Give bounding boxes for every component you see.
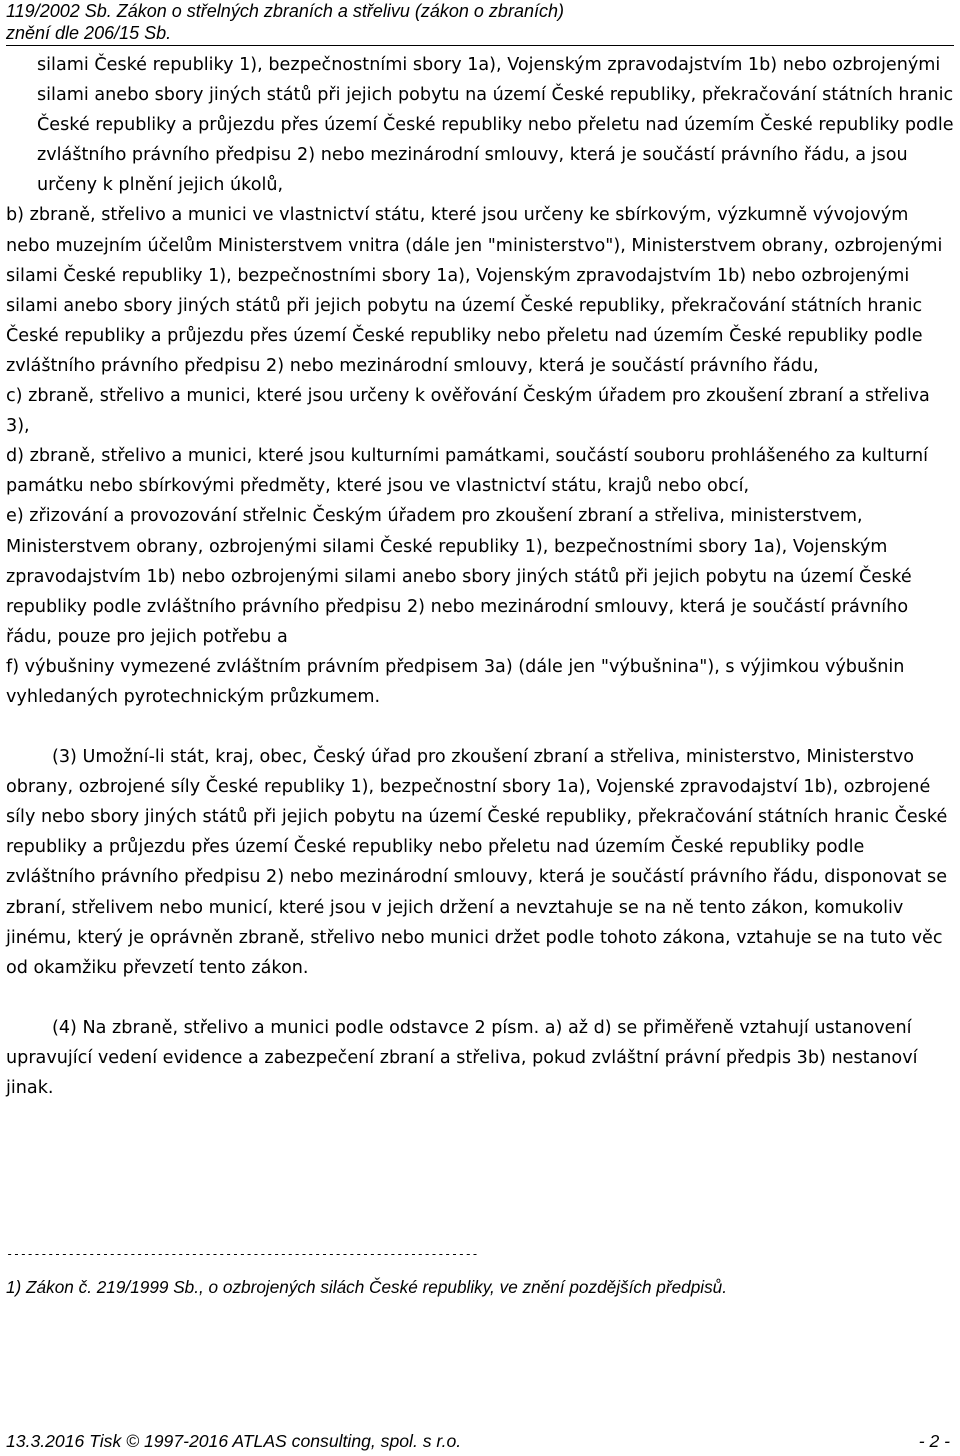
page-number: - 2 -: [918, 1431, 950, 1451]
law-title: 119/2002 Sb. Zákon o střelných zbraních a střelivu (zákon o zbraních): [6, 1, 564, 21]
item-b: b) zbraně, střelivo a munici ve vlastnictví státu, které jsou určeny ke sbírkovým, výzkumně vývojovým nebo muzejním účelům Ministerstvem vnitra (dále jen "ministerstvo"), Ministerstvem obrany, ozbrojenými silami České republiky 1), bezpečnostními sbory 1a), Vojenským zpravodajstvím 1b) nebo ozbrojenými silami anebo sbory jiných států při jejich pobytu na území České republiky, překračování státních hranic České republiky a průjezdu přes území České republiky nebo přeletu nad územím České republiky podle zvláštního právního předpisu 2) nebo mezinárodní smlouvy, která je součástí právního řádu,: [6, 205, 943, 376]
paragraph-gap: [6, 983, 956, 1013]
document-header: [6, 0, 954, 44]
footnote-1: 1) Zákon č. 219/1999 Sb., o ozbrojených silách České republiky, ve znění pozdějších předpisů.: [6, 1277, 728, 1297]
item-e: e) zřizování a provozování střelnic Českým úřadem pro zkoušení zbraní a střeliva, ministerstvem, Ministerstvem obrany, ozbrojenými silami České republiky 1), bezpečnostními sbory 1a), Vojenským zpravodajstvím 1b) nebo ozbrojenými silami anebo sbory jiných států při jejich pobytu na území České republiky podle zvláštního právního předpisu 2) nebo mezinárodní smlouvy, která je součástí právního řádu, pouze pro jejich potřebu a: [6, 506, 912, 647]
law-text: [6, 50, 956, 1103]
paragraph-3: (3) Umožní-li stát, kraj, obec, Český úřad pro zkoušení zbraní a střeliva, ministerstvo, Ministerstvo obrany, ozbrojené síly České republiky 1), bezpečnostní sbory 1a), Vojenské zpravodajství 1b), ozbrojené síly nebo sbory jiných států při jejich pobytu na území České republiky, překračování státních hranic České republiky a průjezdu přes území České republiky nebo přeletu nad územím České republiky podle zvláštního právního předpisu 2) nebo mezinárodní smlouvy, která je součástí právního řádu, disponovat se zbraní, střelivem nebo municí, které jsou v jejich držení a nevztahuje se na ně tento zákon, komukoliv jinému, který je oprávněn zbraně, střelivo nebo munici držet podle tohoto zákona, vztahuje se na tuto věc od okamžiku převzetí tento zákon.: [6, 747, 948, 978]
item-a-continuation: silami České republiky 1), bezpečnostními sbory 1a), Vojenským zpravodajstvím 1b) nebo ozbrojenými silami anebo sbory jiných států při jejich pobytu na území České republiky, překračování státních hranic České republiky a průjezdu přes území České republiky nebo přeletu nad územím České republiky podle zvláštního právního předpisu 2) nebo mezinárodní smlouvy, která je součástí právního řádu, a jsou určeny k plnění jejich úkolů,: [37, 55, 954, 196]
item-f: f) výbušniny vymezené zvláštním právním předpisem 3a) (dále jen "výbušnina"), s výjimkou výbušnin vyhledaných pyrotechnickým průzkumem.: [6, 656, 905, 707]
item-d: d) zbraně, střelivo a munici, které jsou kulturními památkami, součástí souboru prohlášeného za kulturní památku nebo sbírkovými předměty, které jsou ve vlastnictví státu, krajů nebo obcí,: [6, 446, 929, 497]
paragraph-4: (4) Na zbraně, střelivo a munici podle odstavce 2 písm. a) až d) se přiměřeně vztahují ustanovení upravující vedení evidence a zabezpečení zbraní a střeliva, pokud zvláštní právní předpis 3b) nestanoví jinak.: [6, 1017, 918, 1098]
document-footer: [6, 1430, 954, 1452]
print-info: 13.3.2016 Tisk © 1997-2016 ATLAS consulting, spol. s r.o.: [6, 1431, 462, 1451]
footnote-separator: ---------------------------------------------------------------------: [6, 1247, 479, 1261]
paragraph-gap: [6, 712, 956, 742]
header-divider: [6, 45, 954, 46]
version-note: znění dle 206/15 Sb.: [6, 23, 172, 43]
item-c: c) zbraně, střelivo a munici, které jsou určeny k ověřování Českým úřadem pro zkoušení zbraní a střeliva 3),: [6, 386, 930, 437]
